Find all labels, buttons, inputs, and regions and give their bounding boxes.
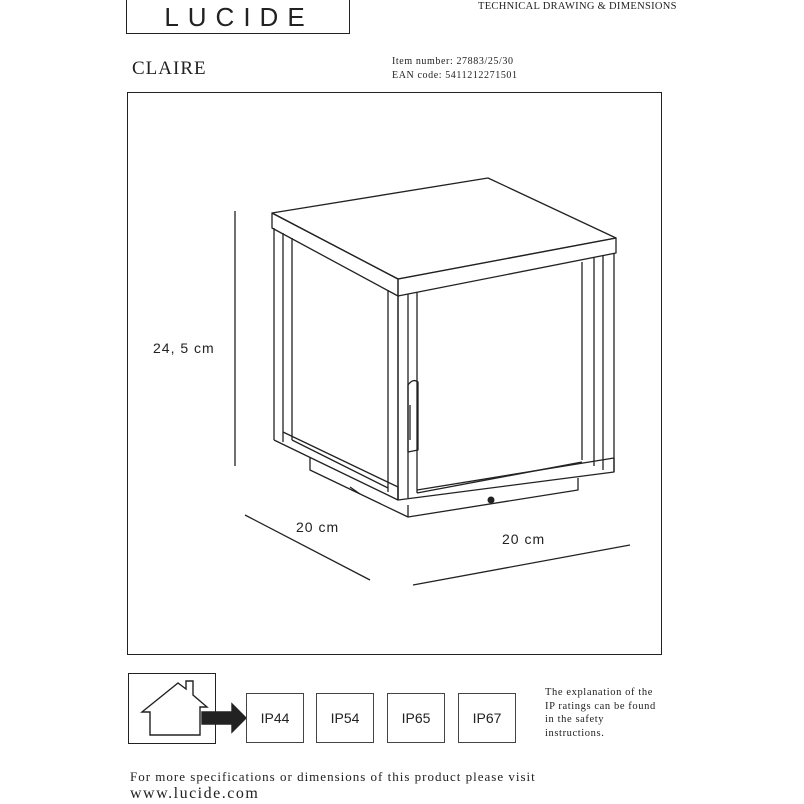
ip-explanation-note (545, 686, 675, 740)
ip-note-line: The explanation of the (545, 687, 653, 698)
ip-rating-badge: IP65 (387, 693, 445, 743)
depth-dimension-label: 20 cm (296, 519, 340, 535)
lamp-top-lid (272, 178, 616, 296)
ip-rating-badge: IP67 (458, 693, 516, 743)
website-link[interactable]: www.lucide.com (130, 785, 260, 802)
ip-rating-badge: IP44 (246, 693, 304, 743)
width-dimension-line (413, 545, 630, 585)
width-dimension-label: 20 cm (502, 531, 546, 547)
product-name: CLAIRE (132, 58, 207, 79)
ip-note-line: in the safety (545, 714, 605, 725)
item-number: Item number: 27883/25/30 (392, 56, 514, 67)
ip-rating-badge: IP54 (316, 693, 374, 743)
ip-note-line: instructions. (545, 727, 605, 739)
document-type: TECHNICAL DRAWING & DIMENSIONS (478, 1, 677, 12)
height-dimension-label: 24, 5 cm (153, 340, 215, 356)
footer-text: For more specifications or dimensions of this product please visit (130, 769, 536, 784)
base-screw-icon (488, 497, 495, 504)
ean-code: EAN code: 5411212271501 (392, 70, 518, 81)
outdoor-use-box (128, 673, 216, 744)
brand-name: LUCIDE (164, 2, 314, 32)
ip-note-line: IP ratings can be found (545, 700, 656, 712)
